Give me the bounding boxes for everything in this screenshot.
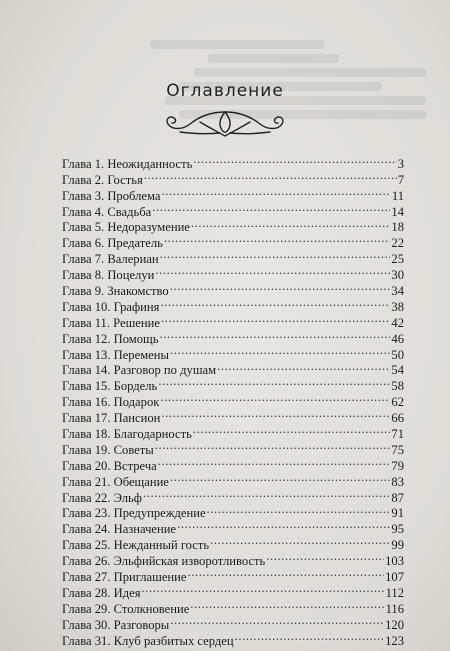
chapter-title: Глава 10. Графиня xyxy=(62,299,160,314)
page-number: 91 xyxy=(391,506,404,521)
chapter-title: Глава 27. Приглашение xyxy=(62,570,187,585)
dot-leader xyxy=(158,454,391,470)
chapter-title: Глава 8. Поцелуи xyxy=(62,268,155,283)
dot-leader xyxy=(266,549,384,565)
dot-leader xyxy=(144,168,397,184)
dot-leader xyxy=(193,422,391,438)
page-number: 83 xyxy=(391,474,404,489)
chapter-title: Глава 18. Благодарность xyxy=(62,427,192,442)
chapter-title: Глава 14. Разговор по душам xyxy=(62,363,217,378)
chapter-title: Глава 26. Эльфийская изворотливость xyxy=(62,554,266,569)
page-number: 116 xyxy=(385,601,404,616)
chapter-title: Глава 16. Подарок xyxy=(62,395,160,410)
page-number: 62 xyxy=(391,395,404,410)
page-number: 7 xyxy=(397,172,404,187)
toc-entry[interactable] xyxy=(62,152,404,171)
dot-leader xyxy=(190,597,384,613)
dot-leader xyxy=(170,279,391,295)
page-number: 30 xyxy=(391,268,404,283)
dot-leader xyxy=(177,517,390,533)
page-number: 112 xyxy=(385,585,404,600)
chapter-title: Глава 5. Недоразумение xyxy=(62,220,190,235)
dot-leader xyxy=(170,470,391,486)
page-number: 14 xyxy=(391,204,404,219)
page-number: 50 xyxy=(391,347,404,362)
dot-leader xyxy=(155,438,391,454)
page-number: 46 xyxy=(391,331,404,346)
chapter-title: Глава 12. Помощь xyxy=(62,331,159,346)
page-number: 123 xyxy=(385,633,404,648)
page-number: 22 xyxy=(391,236,404,251)
page-number: 18 xyxy=(391,220,404,235)
page-number: 79 xyxy=(391,458,404,473)
chapter-title: Глава 6. Предатель xyxy=(62,236,163,251)
dot-leader xyxy=(152,200,390,216)
page-number: 120 xyxy=(385,617,404,632)
chapter-title: Глава 25. Нежданный гость xyxy=(62,538,210,553)
page-number: 11 xyxy=(391,188,404,203)
dot-leader xyxy=(188,565,385,581)
page-number: 58 xyxy=(391,379,404,394)
chapter-title: Глава 13. Перемены xyxy=(62,347,169,362)
chapter-title: Глава 20. Встреча xyxy=(62,458,157,473)
dot-leader xyxy=(235,629,385,645)
chapter-title: Глава 15. Бордель xyxy=(62,379,158,394)
chapter-title: Глава 11. Решение xyxy=(62,315,160,330)
dot-leader xyxy=(161,311,390,327)
chapter-title: Глава 17. Пансион xyxy=(62,411,161,426)
chapter-title: Глава 22. Эльф xyxy=(62,490,142,505)
chapter-title: Глава 23. Предупреждение xyxy=(62,506,206,521)
dot-leader xyxy=(170,343,390,359)
page-number: 42 xyxy=(391,315,404,330)
dot-leader xyxy=(161,184,390,200)
dot-leader xyxy=(142,581,385,597)
page-number: 99 xyxy=(391,538,404,553)
dot-leader xyxy=(160,247,391,263)
chapter-title: Глава 24. Назначение xyxy=(62,522,177,537)
scroll-ornament-icon xyxy=(160,106,290,140)
page-number: 38 xyxy=(391,299,404,314)
toc-list xyxy=(62,152,404,648)
chapter-title: Глава 3. Проблема xyxy=(62,188,161,203)
dot-leader xyxy=(207,502,391,518)
page-number: 54 xyxy=(391,363,404,378)
chapter-title: Глава 7. Валериан xyxy=(62,252,159,267)
page-number: 34 xyxy=(391,284,404,299)
dot-leader xyxy=(161,406,390,422)
dot-leader xyxy=(164,231,390,247)
dot-leader xyxy=(217,359,390,375)
dot-leader xyxy=(210,533,390,549)
chapter-title: Глава 19. Советы xyxy=(62,442,154,457)
page-number: 107 xyxy=(385,570,404,585)
dot-leader xyxy=(170,613,384,629)
chapter-title: Глава 29. Столкновение xyxy=(62,601,190,616)
toc-title: Оглавление xyxy=(166,81,284,101)
chapter-title: Глава 2. Гостья xyxy=(62,172,143,187)
chapter-title: Глава 21. Обещание xyxy=(62,474,169,489)
dot-leader xyxy=(193,152,396,168)
dot-leader xyxy=(159,327,390,343)
page-number: 3 xyxy=(397,156,404,171)
chapter-title: Глава 4. Свадьба xyxy=(62,204,152,219)
dot-leader xyxy=(160,295,390,311)
chapter-title: Глава 30. Разговоры xyxy=(62,617,170,632)
page-number: 25 xyxy=(391,252,404,267)
chapter-title: Глава 28. Идея xyxy=(62,585,141,600)
page-number: 75 xyxy=(391,442,404,457)
dot-leader xyxy=(155,263,390,279)
page-number: 66 xyxy=(391,411,404,426)
dot-leader xyxy=(160,390,390,406)
dot-leader xyxy=(158,374,390,390)
page-number: 87 xyxy=(391,490,404,505)
page-number: 71 xyxy=(391,427,404,442)
chapter-title: Глава 1. Неожиданность xyxy=(62,156,193,171)
chapter-title: Глава 31. Клуб разбитых сердец xyxy=(62,633,234,648)
dot-leader xyxy=(143,486,390,502)
page-number: 103 xyxy=(385,554,404,569)
page-number: 95 xyxy=(391,522,404,537)
dot-leader xyxy=(191,216,391,232)
chapter-title: Глава 9. Знакомство xyxy=(62,284,169,299)
